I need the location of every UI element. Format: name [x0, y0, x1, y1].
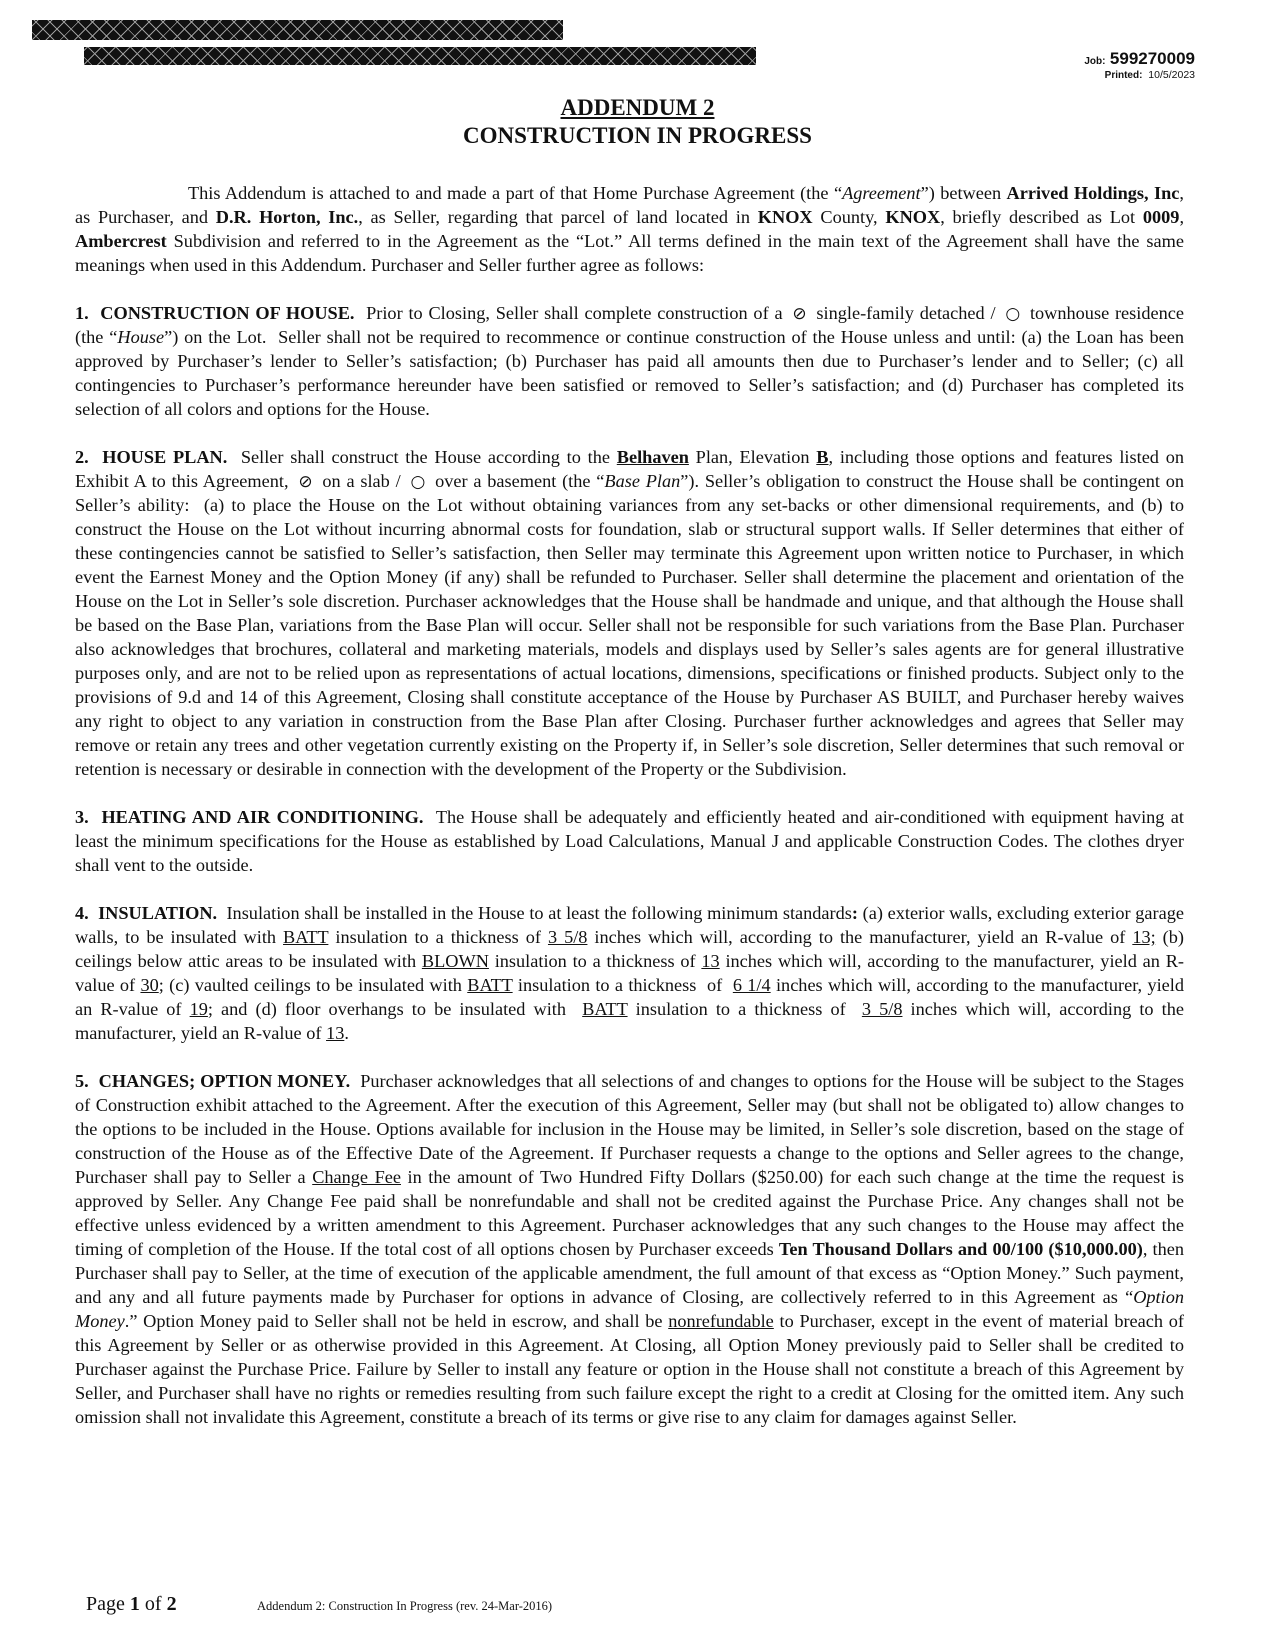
job-label: Job:: [1084, 56, 1106, 67]
option-threshold: Ten Thousand Dollars and 00/100 ($10,000.00): [778, 1239, 1143, 1259]
state-value: KNOX: [885, 207, 941, 227]
printed-date: 10/5/2023: [1148, 69, 1195, 82]
ext-walls-type: BATT: [283, 927, 329, 947]
printed-label: Printed:: [1104, 70, 1143, 82]
job-info: [1084, 49, 1195, 82]
section-3: 3. HEATING AND AIR CONDITIONING. The House shall be adequately and efficiently heated and air-conditioned with equipment having at least the minimum specifications for the House as established by Load Calculations, Manual J and applicable Construction Codes. The clothes dryer shall vent to the outside.: [75, 807, 1185, 875]
footer-note: Addendum 2: Construction In Progress (rev. 24-Mar-2016): [257, 1599, 553, 1613]
county-value: KNOX: [757, 207, 813, 227]
ceilings-r: 30: [140, 975, 159, 995]
page-current: 1: [129, 1593, 140, 1615]
page-title: [0, 94, 1275, 149]
overhang-thickness: 3 5/8: [861, 999, 903, 1019]
section-5: 5. CHANGES; OPTION MONEY. Purchaser acknowledges that all selections of and changes to options for the House will be subject to the Stages of Construction exhibit attached to the Agreement. After the execution of this Agreement, Seller may (but shall not be obligated to) allow changes to the options to be included in the House. Options available for inclusion in the House may be limited, in Seller’s sole discretion, based on the stage of construction of the House as of the Effective Date of the Agreement. If Purchaser requests a change to the options and Seller agrees to the change, Purchaser shall pay to Seller a Change Fee in the amount of Two Hundred Fifty Dollars ($250.00) for each such change at the time the request is approved by Seller. Any Change Fee paid shall be nonrefundable and shall not be credited against the Purchase Price. Any changes shall not be effective unless evidenced by a written amendment to this Agreement. Purchaser acknowledges that any such changes to the House may affect the timing of completion of the House. If the total cost of all options chosen by Purchaser exceeds Ten Thousand Dollars and 00/100 ($10,000.00), then Purchaser shall pay to Seller, at the time of execution of the applicable amendment, the full amount of that excess as “Option Money.” Such payment, and any and all future payments made by Purchaser for options in advance of Closing, are collectively referred to in this Agreement as “Option Money.” Option Money paid to Seller shall not be held in escrow, and shall be nonrefundable to Purchaser, except in the event of material breach of this Agreement by Seller or as otherwise provided in this Agreement. At Closing, all Option Money previously paid to Seller shall be credited to Purchaser against the Purchase Price. Failure by Seller to install any feature or option in the House shall not constitute a breach of this Agreement by Seller, and Purchaser shall have no rights or remedies resulting from such failure except the right to a credit at Closing for the omitted item. Any such omission shall not invalidate this Agreement, constitute a breach of its terms or give rise to any claim for damages against Seller.: [75, 1071, 1185, 1427]
checked-radio-icon[interactable]: ⊘: [298, 472, 313, 492]
plan-value: Belhaven: [616, 447, 689, 467]
job-number: 599270009: [1109, 49, 1195, 68]
section-1: 1. CONSTRUCTION OF HOUSE. Prior to Closing, Seller shall complete construction of a ⊘ single-family detached / ○ townhouse residence (the “House”) on the Lot. Seller shall not be required to recommence or continue construction of the House unless and until: (a) the Loan has been approved by Purchaser’s lender to Seller’s satisfaction; (b) Purchaser has paid all amounts then due to Purchaser’s lender and to Seller; (c) all contingencies to Purchaser’s performance hereunder have been satisfied or removed to Seller’s satisfaction; and (d) Purchaser has completed its selection of all colors and options for the House.: [75, 303, 1184, 419]
overhang-type: BATT: [582, 999, 628, 1019]
lot-value: 0009: [1142, 207, 1180, 227]
checked-radio-icon[interactable]: ⊘: [792, 304, 807, 324]
elevation-value: B: [816, 447, 829, 467]
vaulted-type: BATT: [467, 975, 513, 995]
section-2: 2. HOUSE PLAN. Seller shall construct the House according to the Belhaven Plan, Elevation B, including those options and features listed on Exhibit A to this Agreement, ⊘ on a slab / ○ over a basement (the “Base Plan”). Seller’s obligation to construct the House shall be contingent on Seller’s ability: (a) to place the House on the Lot without obtaining variances from any set-backs or other dimensional requirements, and (b) to construct the House on the Lot without incurring abnormal costs for foundation, slab or structural support walls. If Seller determines that either of these contingencies cannot be satisfied to Seller’s satisfaction, then Seller may terminate this Agreement upon written notice to Purchaser, in which event the Earnest Money and the Option Money (if any) shall be refunded to Purchaser. Seller shall determine the placement and orientation of the House on the Lot in Seller’s sole discretion. Purchaser acknowledges that the House shall be handmade and unique, and that although the House shall be based on the Base Plan, variations from the Base Plan will occur. Seller shall not be responsible for such variations from the Base Plan. Purchaser also acknowledges that brochures, collateral and marketing materials, models and displays used by Seller’s sales agents are for general illustrative purposes only, and are not to be relied upon as representations of actual locations, dimensions, specifications or finished products. Subject only to the provisions of 9.d and 14 of this Agreement, Closing shall constitute acceptance of the House by Purchaser AS BUILT, and Purchaser hereby waives any right to object to any variation in construction from the Base Plan after Closing. Purchaser further acknowledges and agrees that Seller may remove or retain any trees and other vegetation currently existing on the Property if, in Seller’s sole discretion, Seller determines that such removal or retention is necessary or desirable in connection with the development of the Property or the Subdivision.: [75, 447, 1185, 779]
title-line-1: ADDENDUM 2: [560, 95, 715, 120]
page-number: [86, 1593, 177, 1616]
ext-walls-r: 13;: [1132, 927, 1156, 947]
empty-radio-icon[interactable]: ○: [1005, 304, 1021, 324]
ceilings-thickness: 13: [701, 951, 720, 971]
foundation-selected: on a slab: [322, 471, 390, 491]
title-line-2: CONSTRUCTION IN PROGRESS: [463, 122, 812, 148]
redaction-bar-1: [32, 20, 563, 40]
document-body: [75, 181, 1184, 1453]
page-total: 2: [166, 1593, 177, 1615]
purchaser-name: Arrived Holdings, Inc: [1006, 183, 1180, 203]
page-label: Page: [86, 1593, 125, 1615]
home-type-selected: single-family detached: [816, 303, 985, 323]
overhang-r: 13: [326, 1023, 345, 1043]
ceilings-type: BLOWN: [421, 951, 489, 971]
ext-walls-thickness: 3 5/8: [547, 927, 588, 947]
vaulted-thickness: 6 1/4: [732, 975, 771, 995]
intro-paragraph: This Addendum is attached to and made a part of that Home Purchase Agreement (the “Agreement”) between Arrived Holdings, Inc, as Purchaser, and D.R. Horton, Inc., as Seller, regarding that parcel of land located in KNOX County, KNOX, briefly described as Lot 0009, Ambercrest Subdivision and referred to in the Agreement as the “Lot.” All terms defined in the main text of the Agreement shall have the same meanings when used in this Addendum. Purchaser and Seller further agree as follows:: [75, 183, 1185, 275]
subdivision-value: Ambercrest: [75, 231, 167, 251]
section-4: 4. INSULATION. Insulation shall be installed in the House to at least the following minimum standards: (a) exterior walls, excluding exterior garage walls, to be insulated with BATT insulation to a thickness of 3 5/8 inches which will, according to the manufacturer, yield an R-value of 13; (b) ceilings below attic areas to be insulated with BLOWN insulation to a thickness of 13 inches which will, according to the manufacturer, yield an R-value of 30; (c) vaulted ceilings to be insulated with BATT insulation to a thickness of 6 1/4 inches which will, according to the manufacturer, yield an R-value of 19; and (d) floor overhangs to be insulated with BATT insulation to a thickness of 3 5/8 inches which will, according to the manufacturer, yield an R-value of 13.: [75, 903, 1184, 1043]
redaction-bar-2: [84, 47, 756, 65]
page-of: of: [144, 1593, 162, 1615]
empty-radio-icon[interactable]: ○: [410, 472, 426, 492]
seller-name: D.R. Horton, Inc.: [215, 207, 359, 227]
vaulted-r: 19: [189, 999, 208, 1019]
